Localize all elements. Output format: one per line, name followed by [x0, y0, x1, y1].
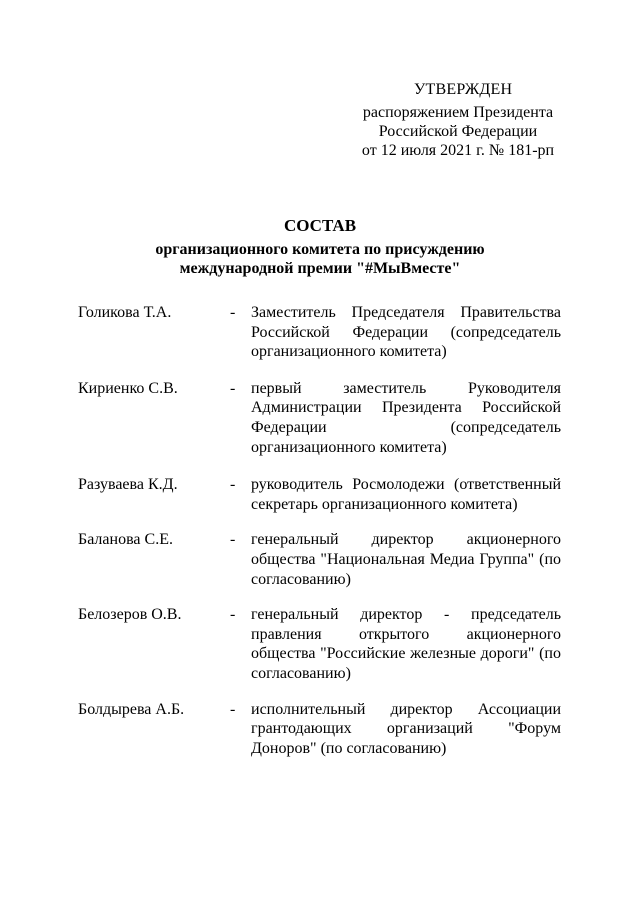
member-dash: -	[230, 531, 236, 549]
member-name: Разуваева К.Д.	[78, 476, 178, 494]
member-entry	[0, 379, 640, 457]
document-title: СОСТАВ	[283, 216, 357, 235]
member-role: генеральный директор - председатель правления открытого акционерного общества "Российские железные дороги" (по согласованию)	[251, 606, 561, 682]
member-role: Заместитель Председателя Правительства Российской Федерации (сопредседатель организационного комитета)	[251, 304, 561, 361]
member-dash: -	[230, 379, 236, 397]
member-name: Белозеров О.В.	[78, 606, 182, 624]
member-dash: -	[230, 606, 236, 624]
member-name: Голикова Т.А.	[78, 304, 172, 321]
approval-line-2: Российской Федерации	[378, 123, 538, 140]
member-dash: -	[230, 476, 236, 494]
member-role: генеральный директор акционерного общества "Национальная Медиа Группа" (по согласованию)	[251, 531, 561, 588]
document-subtitle-line-1: организационного комитета по присуждению	[155, 241, 485, 258]
members-list	[0, 303, 640, 758]
approval-line-1: распоряжением Президента	[362, 104, 554, 121]
member-entry	[0, 475, 640, 514]
approval-title: УТВЕРЖДЕН	[414, 81, 513, 98]
member-name: Кириенко С.В.	[78, 379, 178, 397]
document-subtitle-line-2: международной премии "#МыВместе"	[179, 260, 461, 277]
member-role: руководитель Росмолодежи (ответственный секретарь организационного комитета)	[251, 476, 561, 513]
member-name: Баланова С.Е.	[78, 531, 173, 549]
member-dash: -	[230, 700, 236, 718]
member-entry	[0, 700, 640, 759]
member-role: исполнительный директор Ассоциации грантодающих организаций "Форум Доноров" (по согласованию)	[251, 700, 561, 757]
member-entry	[0, 530, 640, 589]
member-name: Болдырева А.Б.	[78, 700, 185, 718]
member-entry	[0, 303, 640, 362]
approval-line-3: от 12 июля 2021 г. № 181-рп	[361, 142, 555, 159]
member-dash: -	[230, 304, 236, 321]
member-entry	[0, 605, 640, 683]
member-role: первый заместитель Руководителя Администрации Президента Российской Федерации (сопредседатель организационного комитета)	[251, 379, 561, 456]
